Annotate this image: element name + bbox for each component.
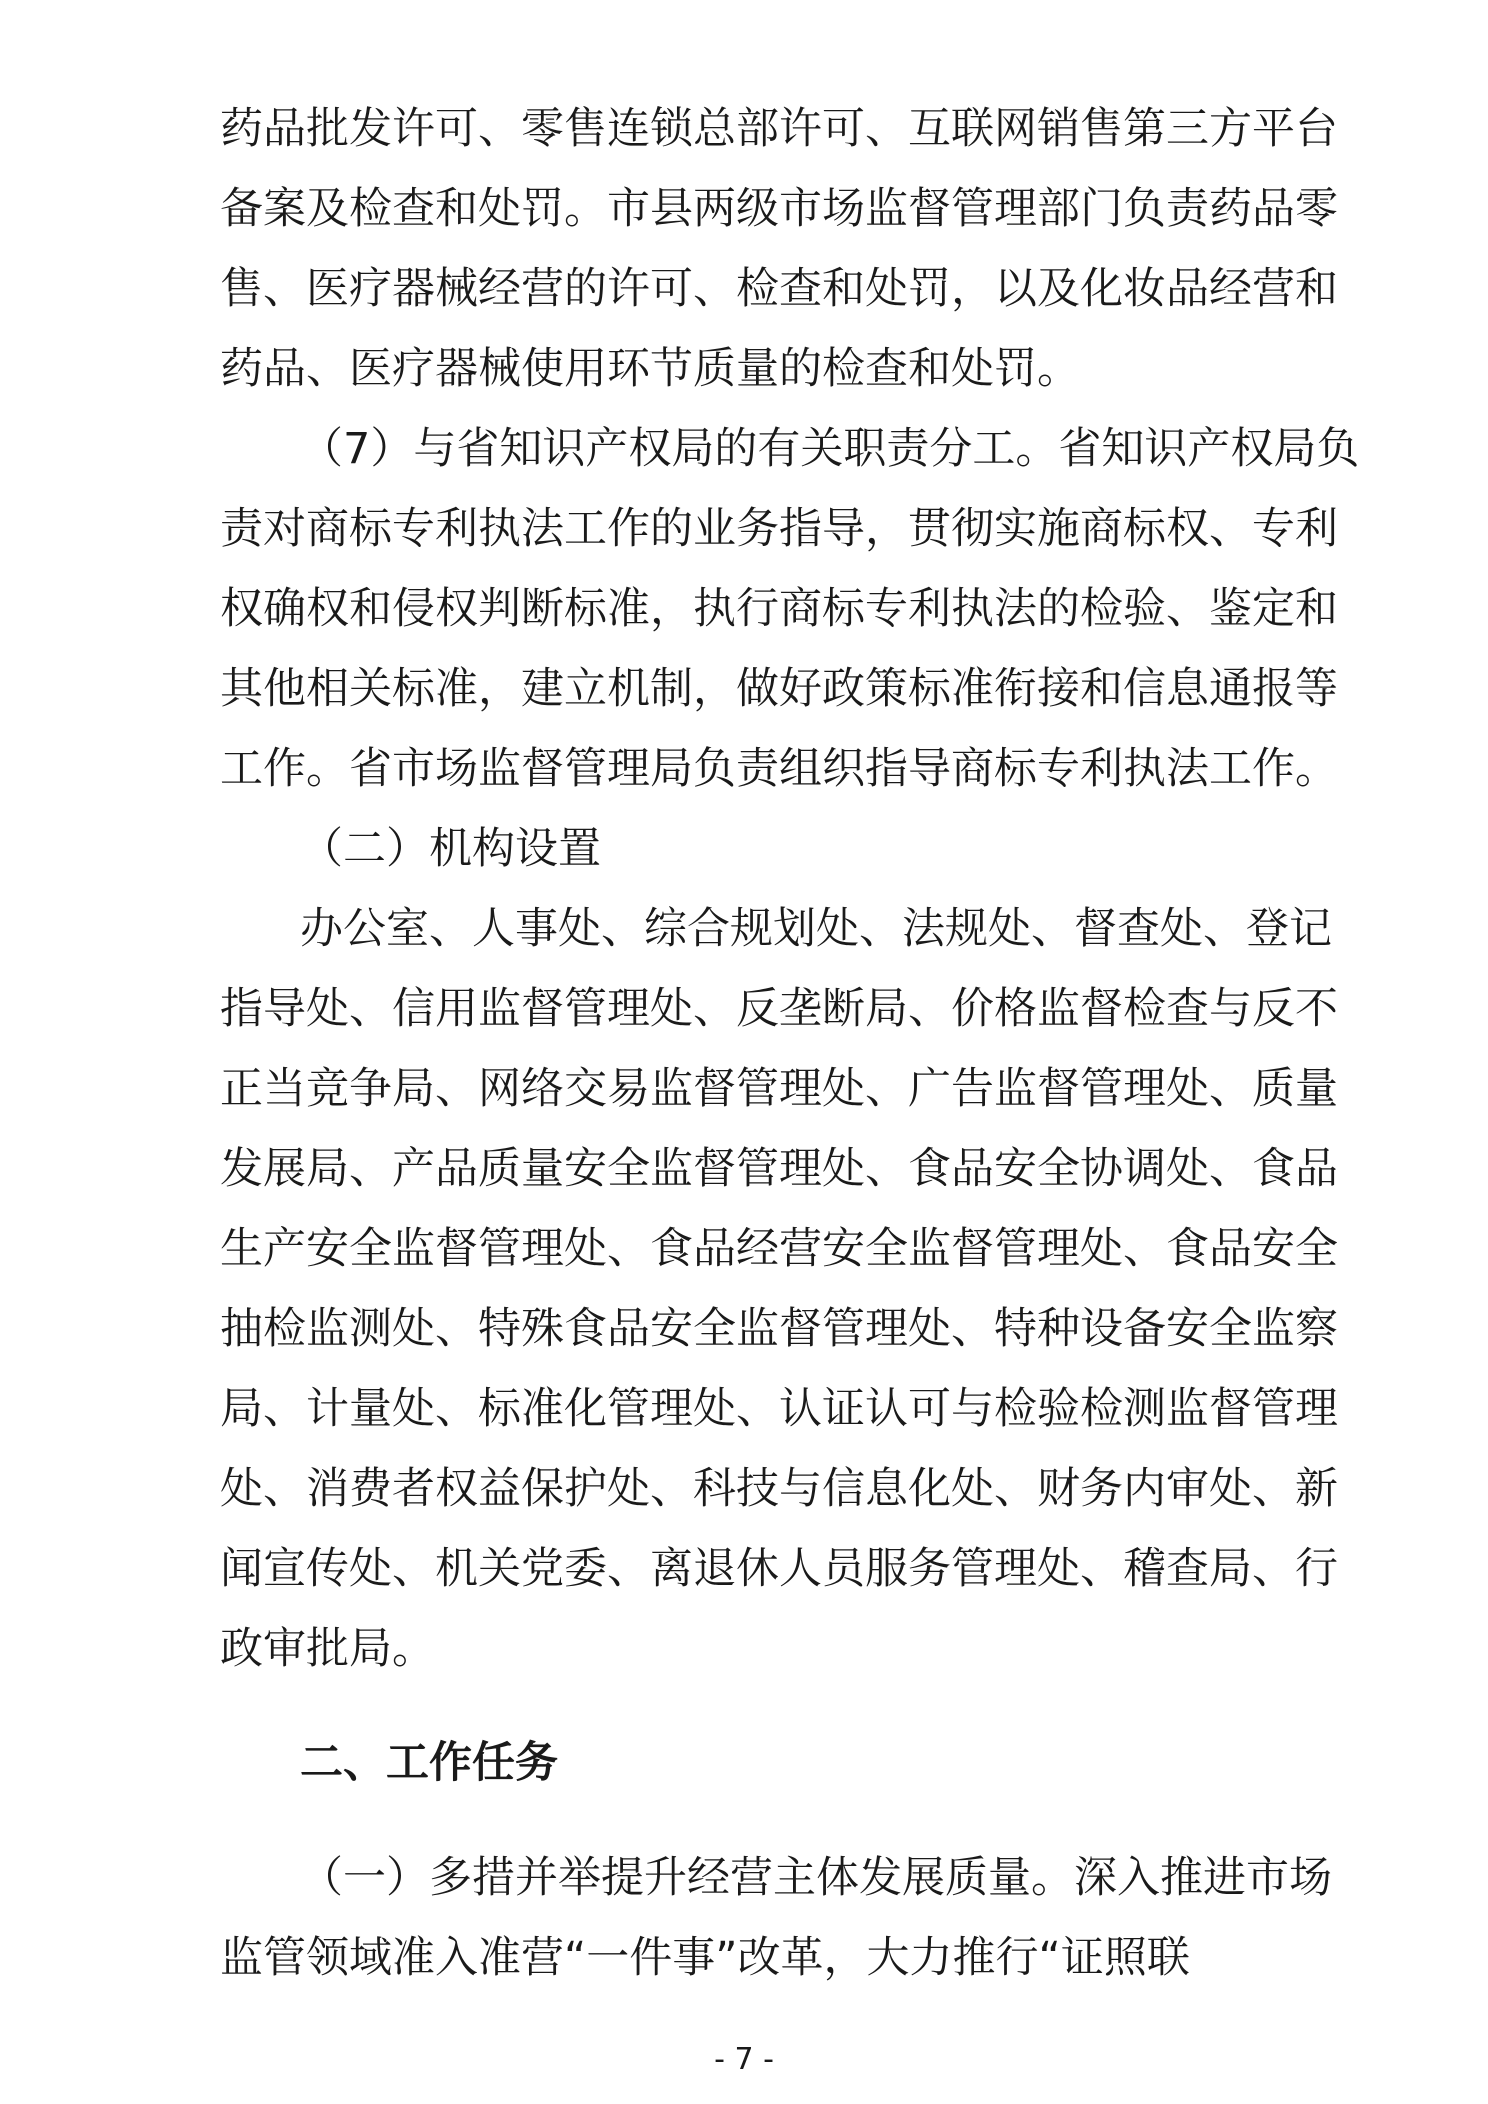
body-line: 其他相关标准，建立机制，做好政策标准衔接和信息通报等	[220, 664, 1338, 714]
body-line: 指导处、信用监督管理处、反垄断局、价格监督检查与反不	[220, 984, 1338, 1034]
subsection-title: （二）机构设置	[300, 824, 601, 874]
paragraph-line: （一）多措并举提升经营主体发展质量。深入推进市场	[300, 1853, 1332, 1903]
body-line: 发展局、产品质量安全监督管理处、食品安全协调处、食品	[220, 1144, 1338, 1194]
body-line: 责对商标专利执法工作的业务指导，贯彻实施商标权、专利	[220, 504, 1338, 554]
body-line: 药品、医疗器械使用环节质量的检查和处罚。	[220, 344, 1080, 394]
paragraph-line: （7）与省知识产权局的有关职责分工。省知识产权局负	[300, 424, 1360, 474]
body-line: 监管领域准入准营“一件事”改革，大力推行“证照联	[220, 1933, 1190, 1983]
section-heading: 二、工作任务	[300, 1738, 558, 1788]
body-line: 政审批局。	[220, 1624, 435, 1674]
page-number: - 7 -	[714, 2042, 774, 2077]
body-line: 备案及检查和处罚。市县两级市场监督管理部门负责药品零	[220, 184, 1338, 234]
body-line: 工作。省市场监督管理局负责组织指导商标专利执法工作。	[220, 744, 1338, 794]
body-line: 药品批发许可、零售连锁总部许可、互联网销售第三方平台	[220, 104, 1338, 154]
paragraph-line: 办公室、人事处、综合规划处、法规处、督查处、登记	[300, 904, 1332, 954]
body-line: 抽检监测处、特殊食品安全监督管理处、特种设备安全监察	[220, 1304, 1338, 1354]
body-line: 处、消费者权益保护处、科技与信息化处、财务内审处、新	[220, 1464, 1338, 1514]
body-line: 权确权和侵权判断标准，执行商标专利执法的检验、鉴定和	[220, 584, 1338, 634]
body-line: 正当竞争局、网络交易监督管理处、广告监督管理处、质量	[220, 1064, 1338, 1114]
body-line: 闻宣传处、机关党委、离退休人员服务管理处、稽查局、行	[220, 1544, 1338, 1594]
body-line: 生产安全监督管理处、食品经营安全监督管理处、食品安全	[220, 1224, 1338, 1274]
body-line: 售、医疗器械经营的许可、检查和处罚，以及化妆品经营和	[220, 264, 1338, 314]
body-line: 局、计量处、标准化管理处、认证认可与检验检测监督管理	[220, 1384, 1338, 1434]
